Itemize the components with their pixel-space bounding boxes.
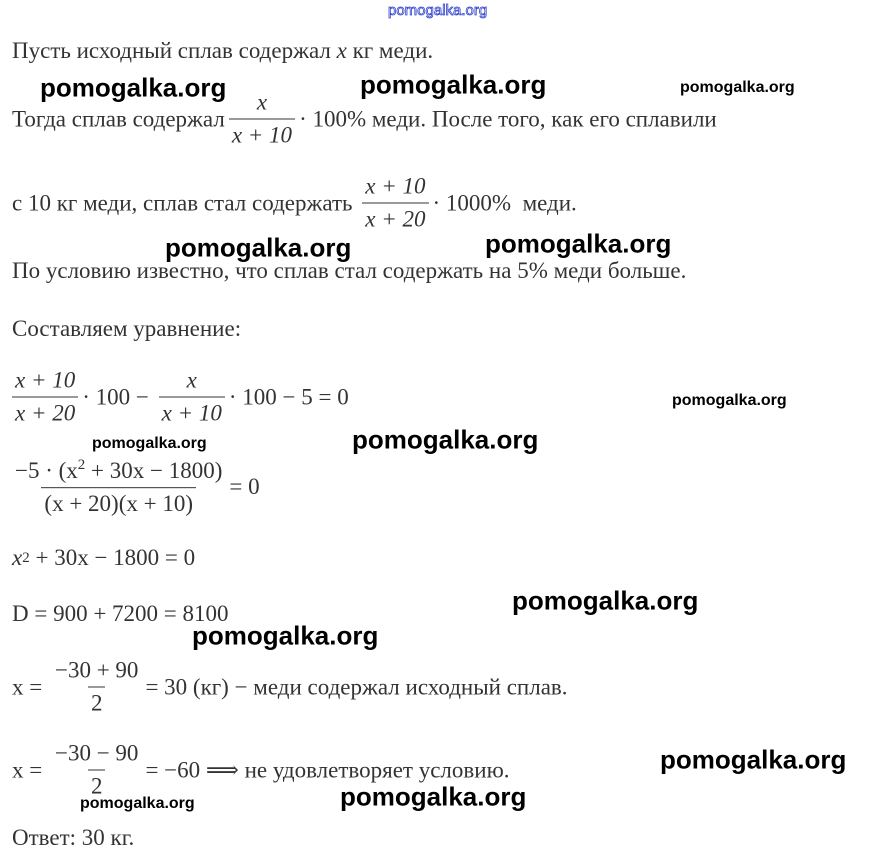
watermark: pomogalka.org [352, 424, 539, 455]
denominator: x + 10 [229, 119, 295, 149]
numerator: x + 10 [365, 173, 426, 199]
variable: x [12, 545, 23, 570]
denominator: 2 [88, 687, 106, 717]
numerator: −30 + 90 [54, 657, 139, 683]
numerator: −30 − 90 [54, 740, 139, 766]
text: с 10 кг меди, сплав стал содержать [12, 190, 359, 215]
watermark: pomogalka.org [672, 392, 787, 409]
text: Тогда сплав содержал [12, 106, 225, 131]
watermark: pomogalka.org [92, 435, 207, 452]
denominator: x + 20 [362, 203, 428, 233]
fraction [159, 368, 225, 427]
answer: Ответ: 30 кг. [12, 825, 135, 850]
text: · 1000% меди. [432, 190, 577, 215]
text-line-3 [12, 174, 577, 233]
watermark: pomogalka.org [360, 69, 547, 100]
exponent: 2 [22, 549, 30, 566]
text-line-1 [12, 38, 433, 64]
variable: x [336, 38, 347, 63]
denominator: x + 20 [12, 397, 78, 427]
exponent: 2 [77, 457, 86, 474]
text: = 0 [229, 474, 260, 499]
equation-4: D = 900 + 7200 = 8100 [12, 601, 229, 626]
denominator: (x + 20)(x + 10) [41, 487, 196, 517]
numerator: x + 10 [15, 367, 76, 393]
text: x = [12, 757, 48, 782]
watermark: pomogalka.org [660, 744, 847, 775]
text: + 30x − 1800 = 0 [29, 545, 196, 570]
fraction [52, 741, 141, 800]
watermark: pomogalka.org [340, 781, 527, 812]
watermark: pomogalka.org [485, 228, 672, 259]
watermark: pomogalka.org [165, 232, 352, 263]
text: x = [12, 674, 48, 699]
text: = 30 (кг) − меди содержал исходный сплав. [145, 674, 568, 699]
fraction [12, 368, 78, 427]
equation-3 [12, 545, 195, 571]
text: + 30x − 1800) [85, 457, 223, 483]
text: · 100 − [82, 384, 155, 409]
site-link[interactable]: pomogalka.org [388, 2, 488, 19]
text-line-4: По условию известно, что сплав стал содержать на 5% меди больше. [12, 258, 687, 283]
fraction [52, 658, 141, 717]
numerator: x [186, 367, 197, 393]
denominator: 2 [88, 770, 106, 800]
watermark: pomogalka.org [680, 79, 795, 96]
watermark: pomogalka.org [192, 620, 379, 651]
equation-1 [12, 368, 349, 427]
denominator: x + 10 [159, 397, 225, 427]
fraction [229, 90, 295, 149]
text: · 100% меди. После того, как его сплавили [299, 106, 717, 131]
text: · 100 − 5 = 0 [228, 384, 349, 409]
fraction [362, 174, 428, 233]
text-line-5: Составляем уравнение: [12, 316, 242, 341]
equation-2 [12, 457, 260, 517]
text: кг меди. [346, 38, 434, 63]
text: = −60 ⟹ не удовлетворяет условию. [145, 757, 510, 782]
numerator: x [256, 89, 268, 115]
text: Пусть исходный сплав содержал [12, 38, 337, 63]
equation-5 [12, 658, 568, 717]
watermark: pomogalka.org [80, 795, 195, 812]
text: −5 · (x [15, 457, 78, 483]
numerator [12, 457, 225, 487]
watermark: pomogalka.org [40, 72, 227, 103]
watermark: pomogalka.org [512, 585, 699, 616]
fraction [12, 457, 225, 517]
